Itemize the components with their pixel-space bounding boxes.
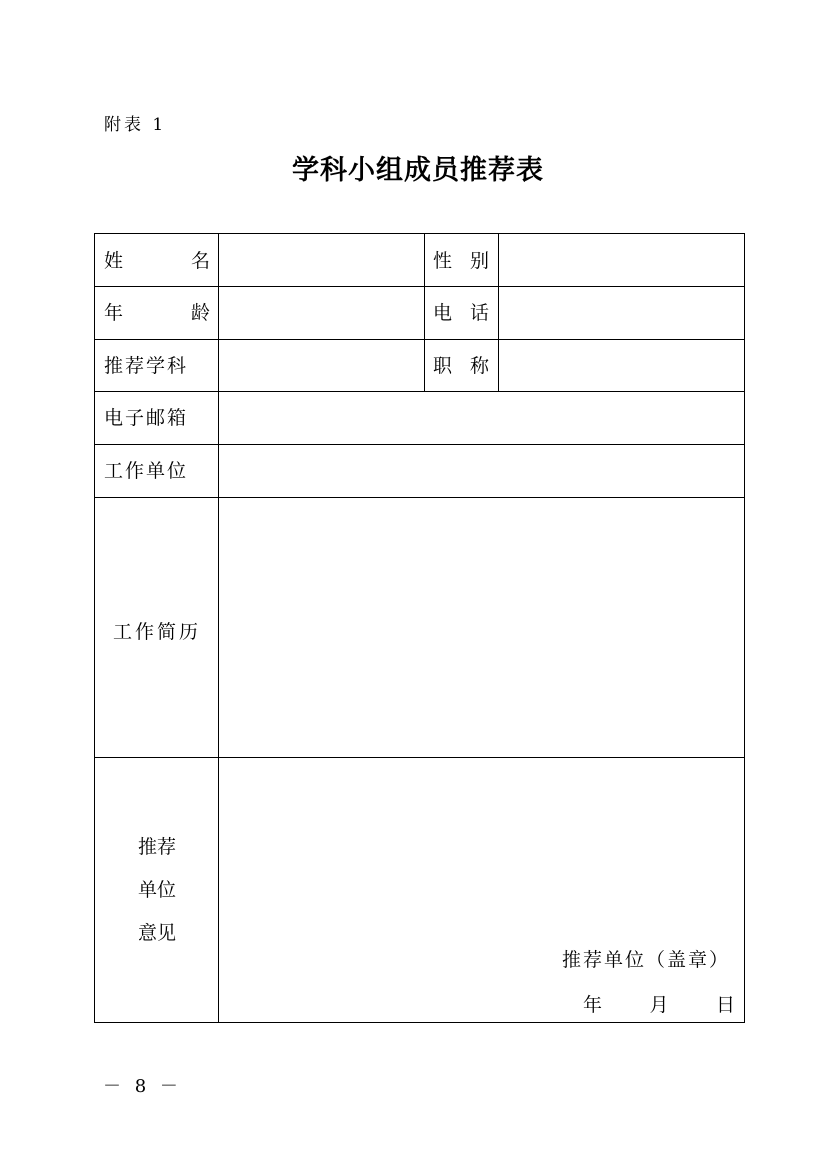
phone-label-char: 话 xyxy=(469,302,489,324)
opinion-label-line: 推荐 xyxy=(137,836,176,858)
date-year: 年 xyxy=(583,994,603,1016)
recommendation-form xyxy=(94,233,745,1023)
resume-label: 工作简历 xyxy=(113,621,202,643)
column-divider xyxy=(424,234,425,391)
opinion-label xyxy=(119,826,195,955)
age-label-char: 龄 xyxy=(190,302,210,324)
subject-field[interactable] xyxy=(219,340,424,391)
job-title-label xyxy=(433,351,489,378)
name-label-char: 名 xyxy=(190,250,210,272)
gender-label-char: 性 xyxy=(433,250,453,272)
date-month: 月 xyxy=(649,994,669,1016)
age-field[interactable] xyxy=(219,287,424,339)
phone-label xyxy=(433,298,489,325)
gender-label-char: 别 xyxy=(469,250,489,272)
phone-label-char: 电 xyxy=(433,302,453,324)
seal-label: 推荐单位（盖章） xyxy=(561,949,730,971)
employer-label: 工作单位 xyxy=(104,460,189,482)
job-title-label-char: 称 xyxy=(469,355,489,377)
opinion-label-line: 单位 xyxy=(137,879,176,901)
date-line xyxy=(583,990,735,1017)
job-title-field[interactable] xyxy=(499,340,744,391)
resume-field[interactable] xyxy=(219,498,744,757)
opinion-label-line: 意见 xyxy=(137,922,176,944)
date-day: 日 xyxy=(715,994,735,1016)
gender-field[interactable] xyxy=(499,234,744,286)
name-field[interactable] xyxy=(219,234,424,286)
page-number: － 8 － xyxy=(103,1076,182,1097)
opinion-field[interactable] xyxy=(219,758,744,938)
age-label-char: 年 xyxy=(104,302,124,324)
email-label: 电子邮箱 xyxy=(104,407,189,429)
phone-field[interactable] xyxy=(499,287,744,339)
name-label xyxy=(104,246,210,273)
name-label-char: 姓 xyxy=(104,250,124,272)
age-label xyxy=(104,298,210,325)
subject-label: 推荐学科 xyxy=(104,355,189,377)
email-field[interactable] xyxy=(219,392,744,444)
form-title: 学科小组成员推荐表 xyxy=(292,155,544,186)
employer-field[interactable] xyxy=(219,445,744,497)
gender-label xyxy=(433,246,489,273)
job-title-label-char: 职 xyxy=(433,355,453,377)
attachment-label: 附表 1 xyxy=(104,115,167,135)
